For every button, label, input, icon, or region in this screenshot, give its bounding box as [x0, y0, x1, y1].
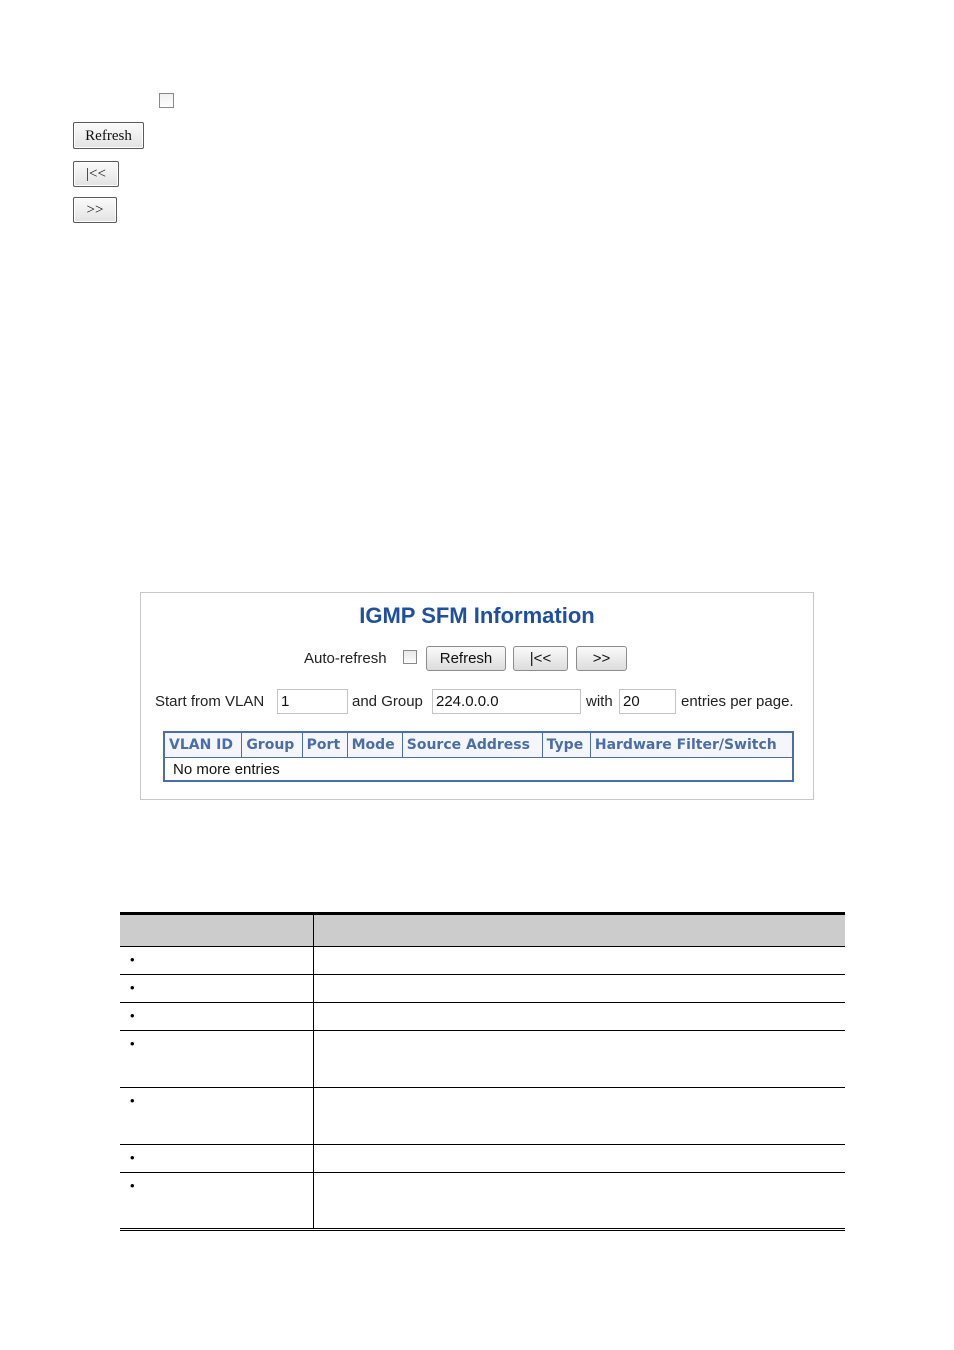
object-header [120, 915, 313, 947]
table-row [120, 947, 845, 975]
table-row [120, 1145, 845, 1173]
start-vlan-input[interactable]: 1 [277, 689, 348, 714]
page-title: IGMP SFM Information [359, 603, 595, 628]
description-header [313, 915, 845, 947]
empty-message: No more entries [173, 760, 280, 778]
column-header-hardware-filter: Hardware Filter/Switch [590, 732, 793, 758]
column-header-type: Type [542, 732, 590, 758]
bullet: • [130, 1178, 135, 1193]
entries-per-page-input[interactable]: 20 [619, 689, 676, 714]
table-row [120, 1088, 845, 1145]
refresh-button[interactable]: Refresh [73, 122, 144, 149]
table-row [120, 975, 845, 1003]
auto-refresh-checkbox[interactable] [403, 650, 417, 664]
column-header-mode: Mode [347, 732, 402, 758]
group-label: and Group [352, 693, 423, 710]
next-page-button[interactable]: >> [576, 646, 627, 671]
column-header-group: Group [242, 732, 302, 758]
sfm-table [163, 731, 794, 782]
bullet: • [130, 1008, 135, 1023]
table-row [120, 1031, 845, 1088]
table-row [164, 758, 793, 782]
auto-refresh-label: Auto-refresh [304, 650, 387, 667]
bullet: • [130, 1093, 135, 1108]
start-group-input[interactable]: 224.0.0.0 [432, 689, 581, 714]
column-header-source-address: Source Address [402, 732, 542, 758]
igmp-sfm-panel [140, 592, 814, 800]
auto-refresh-checkbox[interactable] [159, 93, 174, 108]
entries-per-page-label: entries per page. [681, 693, 794, 710]
next-page-button[interactable]: >> [73, 197, 117, 223]
description-table [120, 912, 845, 1231]
first-page-button[interactable]: |<< [513, 646, 568, 671]
column-header-vlan-id: VLAN ID [164, 732, 242, 758]
start-vlan-label: Start from VLAN [155, 693, 265, 710]
bullet: • [130, 1036, 135, 1051]
table-row [120, 1173, 845, 1230]
bullet: • [130, 952, 135, 967]
table-row [120, 1003, 845, 1031]
bullet: • [130, 1150, 135, 1165]
refresh-button[interactable]: Refresh [426, 646, 506, 671]
column-header-port: Port [302, 732, 347, 758]
first-page-button[interactable]: |<< [73, 161, 119, 187]
with-label: with [586, 693, 613, 710]
bullet: • [130, 980, 135, 995]
